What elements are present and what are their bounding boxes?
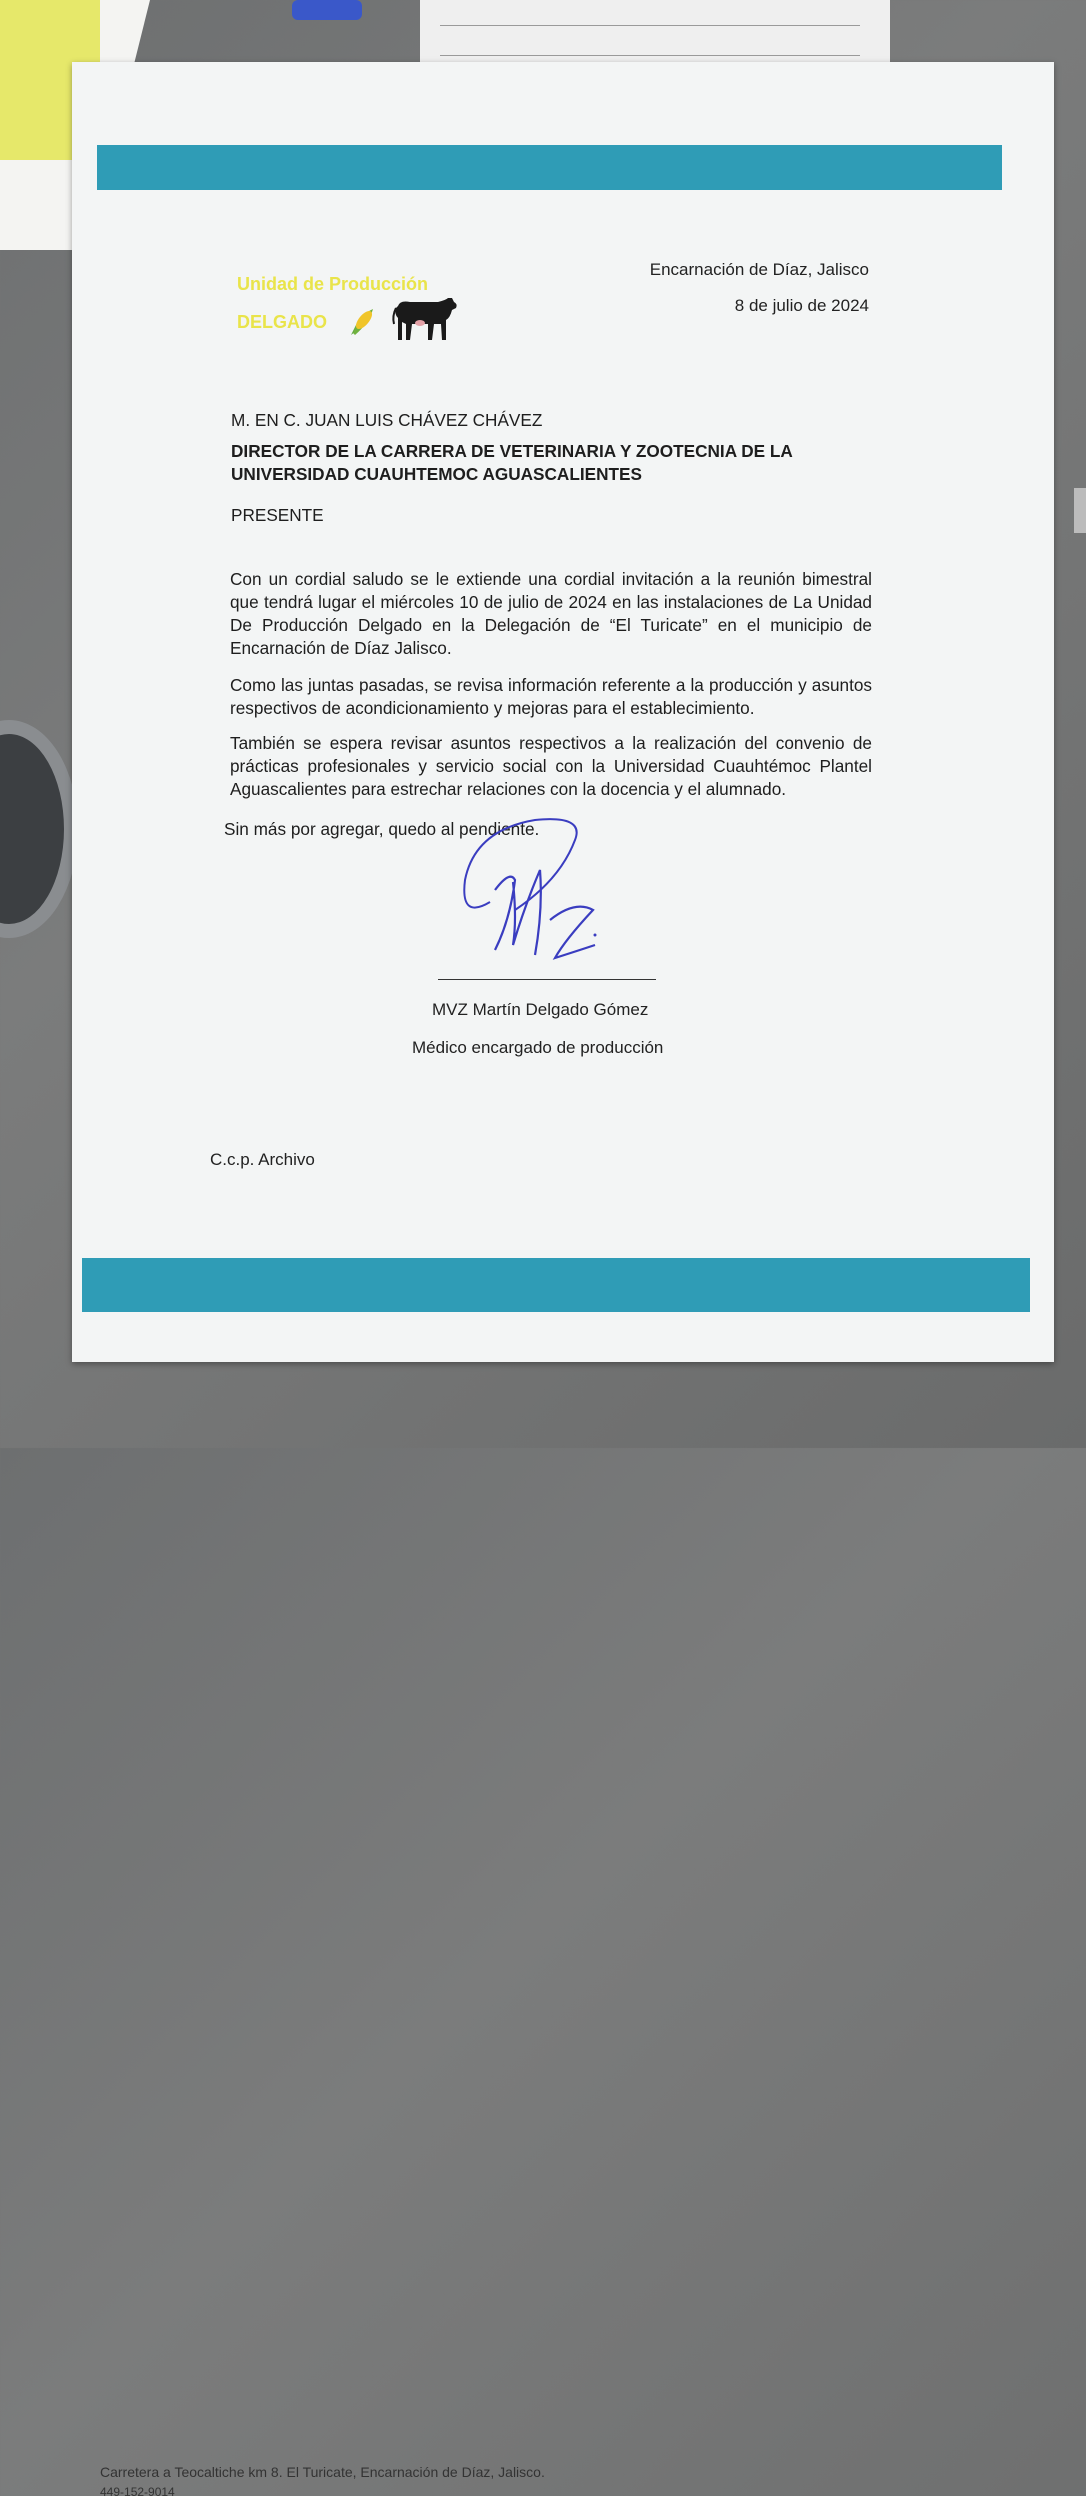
ccp-line: C.c.p. Archivo bbox=[210, 1150, 315, 1169]
corn-icon bbox=[347, 305, 379, 337]
letter-page bbox=[72, 62, 1054, 2496]
blue-pen bbox=[292, 0, 362, 20]
footer-bar bbox=[82, 1258, 1030, 2496]
handwritten-signature bbox=[455, 810, 605, 970]
logo-subtitle: DELGADO bbox=[237, 312, 327, 332]
closing-line: Sin más por agregar, quedo al pendiente. bbox=[224, 819, 540, 839]
recipient-name: M. EN C. JUAN LUIS CHÁVEZ CHÁVEZ bbox=[231, 410, 543, 430]
signer-role: Médico encargado de producción bbox=[412, 1038, 664, 1057]
signature-line bbox=[438, 979, 656, 980]
logo-title: Unidad de Producción bbox=[237, 274, 429, 294]
footer-address: Carretera a Teocaltiche km 8. El Turicate, Encarnación de Díaz, Jalisco. bbox=[100, 2464, 545, 2480]
signer-name: MVZ Martín Delgado Gómez bbox=[432, 1000, 649, 1019]
letter-place: Encarnación de Díaz, Jalisco bbox=[649, 260, 869, 279]
body-paragraph-3: También se espera revisar asuntos respectivos a la realización del convenio de prácticas profesionales y servicio social con la Universidad Cuauhtémoc Plantel Aguascalientes para estrechar relaciones con la docencia y el alumnado. bbox=[230, 733, 872, 799]
coaster bbox=[0, 720, 78, 938]
header-bar bbox=[97, 145, 1002, 190]
letter-date: 8 de julio de 2024 bbox=[734, 296, 869, 315]
binder-clip bbox=[1074, 488, 1086, 533]
footer-phone: 449-152-9014 bbox=[100, 2485, 175, 2496]
recipient-title: DIRECTOR DE LA CARRERA DE VETERINARIA Y ZOOTECNIA DE LA UNIVERSIDAD CUAUHTEMOC AGUASCALIENTES bbox=[231, 441, 793, 484]
body-paragraph-1: Con un cordial saludo se le extiende una cordial invitación a la reunión bimestral que tendrá lugar el miércoles 10 de julio de 2024 en las instalaciones de La Unidad De Producción Delgado en la Delegación de “El Turicate” en el municipio de Encarnación de Díaz Jalisco. bbox=[230, 569, 872, 658]
presente-label: PRESENTE bbox=[231, 505, 324, 525]
body-paragraph-2: Como las juntas pasadas, se revisa información referente a la producción y asuntos respectivos de acondicionamiento y mejoras para el establecimiento. bbox=[230, 675, 872, 718]
cow-icon bbox=[390, 294, 460, 344]
